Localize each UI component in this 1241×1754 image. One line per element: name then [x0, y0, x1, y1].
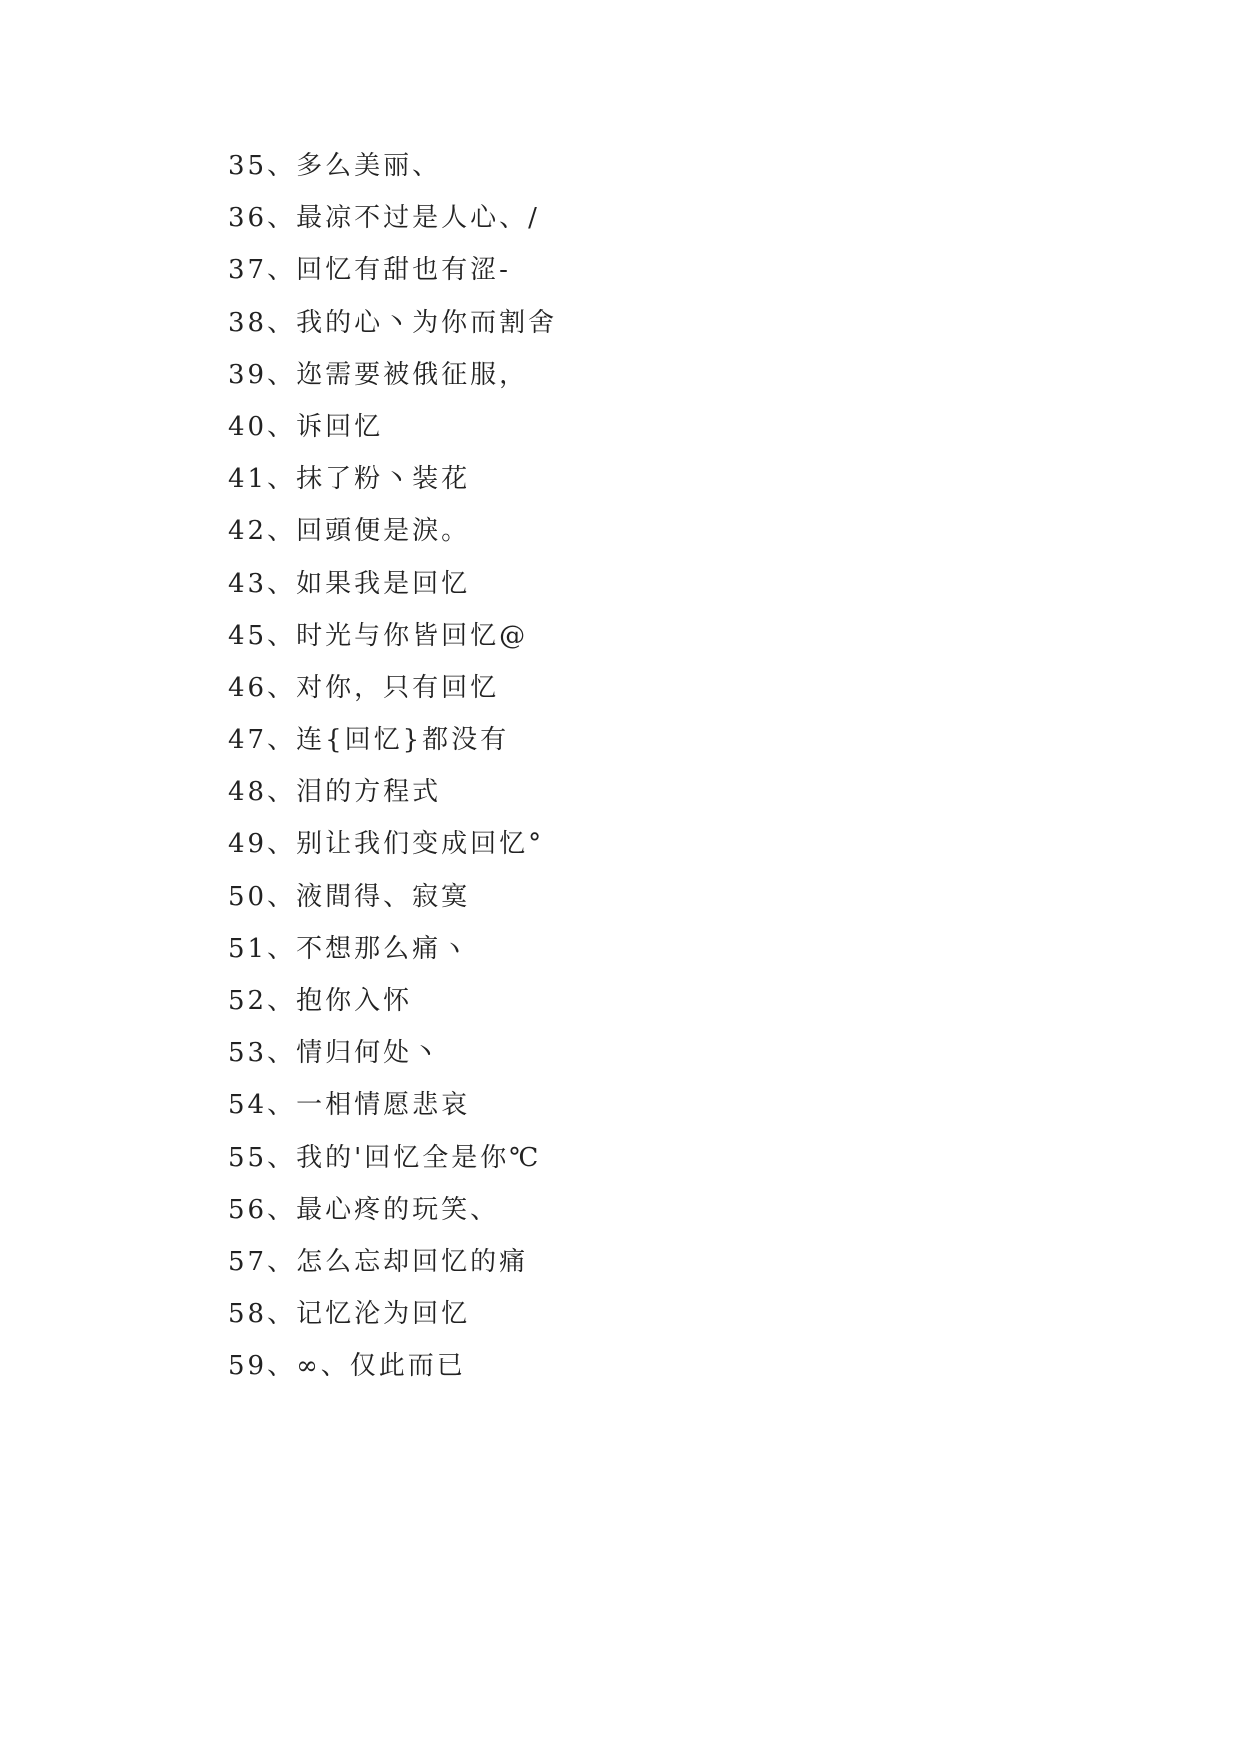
list-item: 40、诉回忆 — [228, 411, 384, 442]
list-item: 46、对你，只有回忆 — [228, 672, 500, 703]
list-item: 41、抹了粉丶装花 — [228, 464, 471, 495]
list-item: 59、∞、仅此而已 — [228, 1351, 466, 1382]
list-item: 53、情归何处丶 — [228, 1038, 442, 1069]
list-item: 48、泪的方程式 — [228, 777, 442, 808]
list-item: 50、液間得、寂寞 — [228, 881, 471, 912]
list-item: 52、抱你入怀 — [228, 986, 413, 1016]
list-item: 45、时光与你皆回忆@ — [228, 620, 529, 651]
list-item: 43、如果我是回忆 — [228, 568, 471, 599]
list-item: 49、别让我们变成回忆° — [228, 829, 545, 860]
list-item: 47、连{回忆}都没有 — [228, 725, 510, 756]
list-item: 51、不想那么痛ヽ — [228, 933, 471, 964]
list-item: 39、迩需要被俄征服， — [228, 359, 529, 390]
list-item: 56、最心疼的玩笑、 — [228, 1194, 500, 1225]
numbered-list — [228, 140, 1128, 1393]
list-item: 35、多么美丽、 — [228, 151, 442, 181]
list-item: 54、一相情愿悲哀 — [228, 1090, 471, 1121]
list-item: 38、我的心丶为你而割舍 — [228, 307, 558, 338]
list-item: 42、回頭便是淚。 — [228, 516, 471, 547]
list-item: 55、我的'回忆全是你℃ — [228, 1142, 542, 1173]
list-item: 36、最凉不过是人心、/ — [228, 203, 540, 234]
list-item: 58、记忆沦为回忆 — [228, 1299, 471, 1330]
list-item: 57、怎么忘却回忆的痛 — [228, 1246, 529, 1277]
list-item: 37、回忆有甜也有涩- — [228, 255, 511, 286]
